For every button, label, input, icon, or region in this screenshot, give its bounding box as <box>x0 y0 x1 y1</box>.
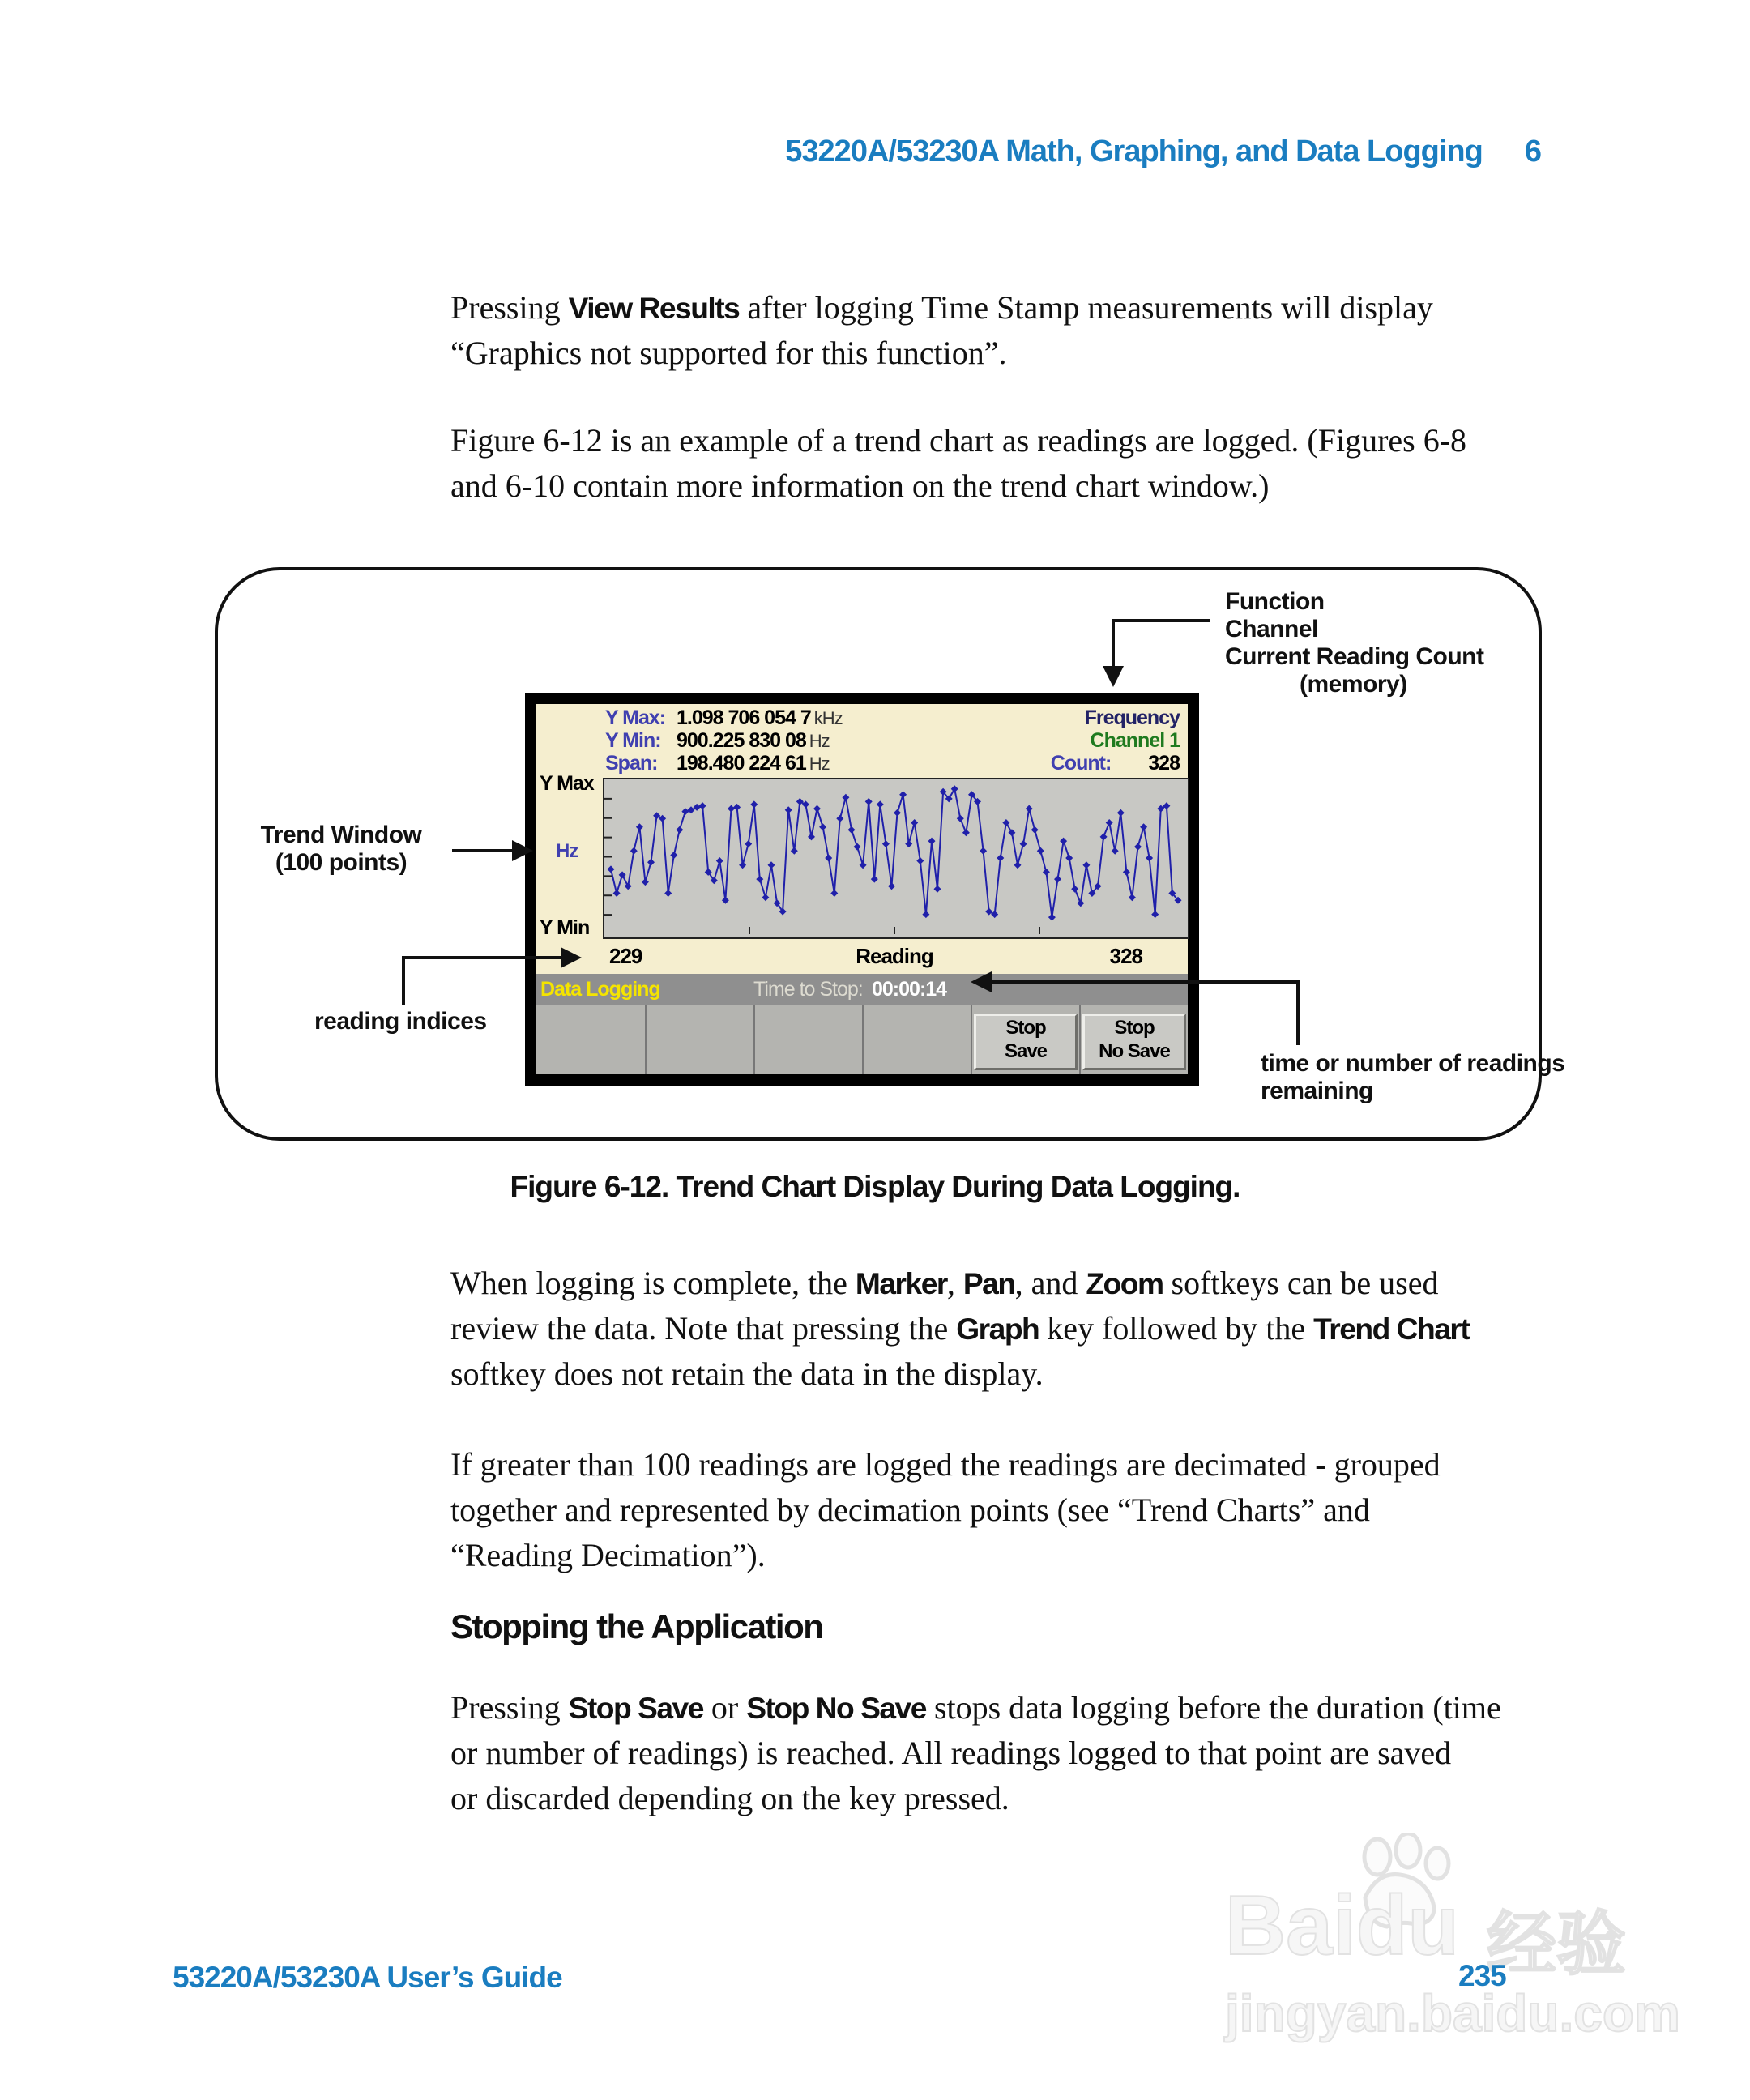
trend-chart-plot <box>603 778 1189 939</box>
text-run: Graph <box>956 1312 1039 1346</box>
status-time-label: Time to Stop: <box>753 978 863 1001</box>
trend-line-svg <box>604 779 1184 934</box>
paragraph-3 <box>450 1261 1666 1397</box>
text-run: or <box>702 1689 747 1726</box>
annotation-trend-window <box>240 822 442 877</box>
softkey-row <box>536 1005 1188 1074</box>
yaxis-max-label: Y Max <box>540 772 594 795</box>
stop-no-save-line1: Stop <box>1114 1017 1155 1039</box>
ymax-unit: kHz <box>813 708 843 728</box>
xaxis-start-value: 229 <box>609 944 642 968</box>
yaxis-min-label: Y Min <box>540 916 590 939</box>
annotation-line-channel: Channel <box>1225 616 1318 642</box>
text-run: together and represented by decimation points (see “Trend Charts” and <box>450 1492 1370 1528</box>
ymax-value: 1.098 706 054 7 <box>677 706 811 729</box>
text-run: review the data. Note that pressing the <box>450 1310 957 1347</box>
span-unit: Hz <box>809 753 830 774</box>
watermark-brand: Baidu <box>1225 1879 1459 1973</box>
instrument-display <box>525 693 1199 1086</box>
paragraph-2 <box>450 418 1666 509</box>
annotation-trend-window-line1: Trend Window <box>260 822 422 848</box>
count-value: 328 <box>1148 752 1180 775</box>
annotation-line-count: Current Reading Count <box>1225 643 1484 670</box>
stop-no-save-softkey <box>1082 1014 1186 1070</box>
text-run: , and <box>1014 1265 1086 1301</box>
stop-save-line1: Stop <box>1005 1017 1046 1039</box>
paragraph-1 <box>450 285 1666 376</box>
text-run: and 6-10 contain more information on the trend chart window.) <box>450 467 1270 504</box>
function-readout: Frequency <box>1084 706 1180 729</box>
span-row <box>605 752 830 775</box>
figure-caption: Figure 6-12. Trend Chart Display During Data Logging. <box>510 1170 1240 1203</box>
paragraph-4 <box>450 1442 1666 1578</box>
instrument-display-screen <box>536 704 1188 1074</box>
text-run: View Results <box>568 291 740 325</box>
paragraph-5 <box>450 1685 1666 1821</box>
annotation-time-remaining-line1: time or number of readings <box>1261 1050 1565 1077</box>
ymax-label: Y Max: <box>605 706 666 729</box>
softkey-divider <box>971 1005 972 1074</box>
status-mode: Data Logging <box>540 978 660 1001</box>
channel-readout: Channel 1 <box>1090 729 1180 752</box>
footer-page-number: 235 <box>1458 1959 1506 1992</box>
span-value: 198.480 224 61 <box>677 752 806 775</box>
text-run: , <box>946 1265 963 1301</box>
footer-guide-title: 53220A/53230A User’s Guide <box>173 1961 562 1994</box>
stop-save-softkey <box>974 1014 1078 1070</box>
watermark-url: jingyan.baidu.com <box>1225 1984 1680 2042</box>
status-time-value: 00:00:14 <box>872 978 947 1001</box>
text-run: If greater than 100 readings are logged the readings are decimated - grouped <box>450 1446 1441 1483</box>
text-run: key followed by the <box>1039 1310 1314 1347</box>
softkey-divider <box>862 1005 864 1074</box>
text-run: softkeys can be used <box>1163 1265 1439 1301</box>
text-run: after logging Time Stamp measurements will display <box>739 289 1433 326</box>
text-run: Trend Chart <box>1313 1312 1470 1346</box>
yaxis-unit-label: Hz <box>556 840 578 862</box>
status-bar <box>536 974 1188 1005</box>
header-title: 53220A/53230A Math, Graphing, and Data Logging <box>785 134 1483 169</box>
ymin-label: Y Min: <box>605 729 661 752</box>
text-run: “Reading Decimation”). <box>450 1537 766 1573</box>
text-run: Figure 6-12 is an example of a trend chart as readings are logged. (Figures 6-8 <box>450 422 1467 459</box>
header-chapter-number: 6 <box>1524 134 1541 169</box>
ymin-value: 900.225 830 08 <box>677 729 806 752</box>
span-label: Span: <box>605 752 658 775</box>
text-run: or discarded depending on the key pressed. <box>450 1780 1009 1816</box>
annotation-line-memory: (memory) <box>1300 671 1407 698</box>
annotation-time-remaining <box>1261 1050 1564 1105</box>
annotation-trend-window-line2: (100 points) <box>275 849 408 876</box>
page-header <box>0 134 1541 169</box>
text-run: When logging is complete, the <box>450 1265 856 1301</box>
text-run: Pan <box>962 1266 1015 1300</box>
xaxis-end-value: 328 <box>1109 944 1142 968</box>
text-run: Stop No Save <box>746 1691 926 1725</box>
annotation-reading-indices: reading indices <box>314 1008 487 1035</box>
softkey-divider <box>645 1005 647 1074</box>
ymin-unit: Hz <box>809 731 830 751</box>
ymax-row <box>605 706 843 730</box>
stop-no-save-line2: No Save <box>1099 1040 1170 1062</box>
count-row <box>1051 752 1180 775</box>
text-run: softkey does not retain the data in the display. <box>450 1355 1044 1392</box>
text-run: Pressing <box>450 1689 569 1726</box>
softkey-divider <box>753 1005 755 1074</box>
text-run: stops data logging before the duration (time <box>925 1689 1501 1726</box>
text-run: or number of readings) is reached. All readings logged to that point are saved <box>450 1735 1452 1771</box>
count-label: Count: <box>1050 752 1112 775</box>
stop-save-line2: Save <box>1004 1040 1048 1062</box>
annotation-time-remaining-line2: remaining <box>1261 1078 1373 1104</box>
text-run: Marker <box>855 1266 947 1300</box>
text-run: Pressing <box>450 289 569 326</box>
text-run: Stop Save <box>568 1691 703 1725</box>
xaxis-title: Reading <box>856 944 933 968</box>
text-run: “Graphics not supported for this function”. <box>450 335 1007 371</box>
softkey-divider <box>1079 1005 1081 1074</box>
watermark-brand-cn: 经验 <box>1487 1906 1626 1983</box>
ymin-row <box>605 729 830 753</box>
annotation-function-channel-count <box>1225 588 1484 698</box>
section-heading: Stopping the Application <box>450 1607 823 1645</box>
annotation-line-function: Function <box>1225 588 1325 615</box>
text-run: Zoom <box>1086 1266 1163 1300</box>
